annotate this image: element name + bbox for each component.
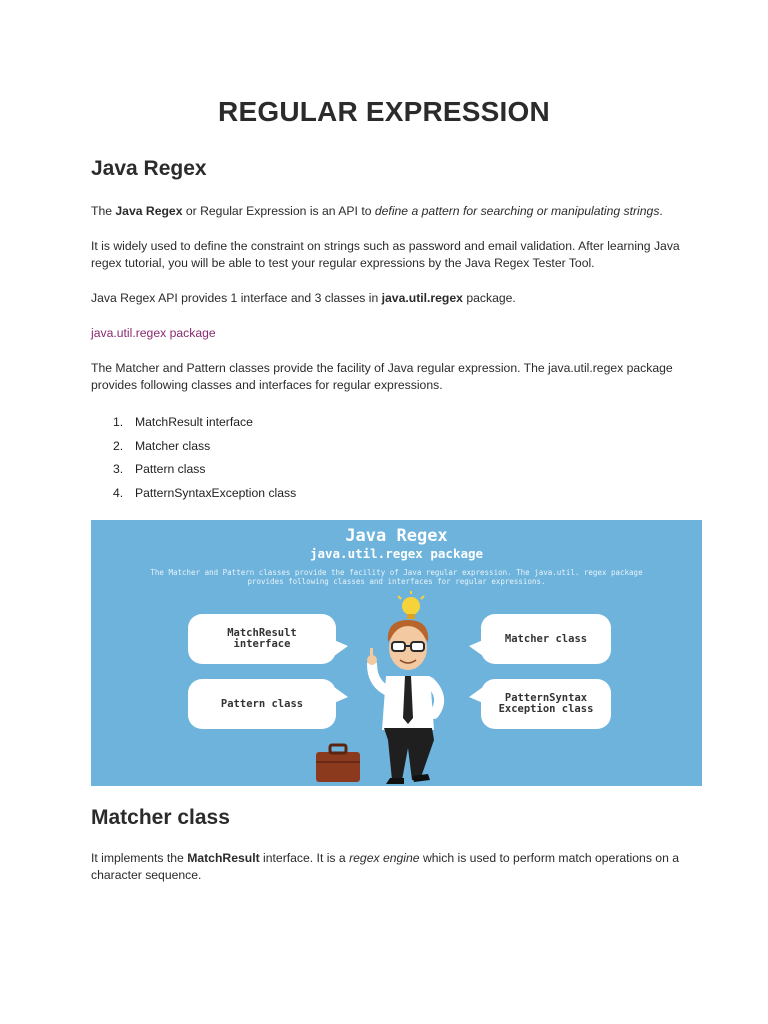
list-number: 1.: [113, 415, 124, 429]
list-text: Pattern class: [135, 462, 206, 476]
text: interface. It is a: [259, 851, 350, 865]
text: package.: [462, 291, 516, 305]
package-link[interactable]: java.util.regex package: [91, 326, 216, 340]
briefcase-icon: [316, 745, 360, 782]
list-number: 3.: [113, 462, 124, 476]
list-text: Matcher class: [135, 438, 211, 453]
paragraph-classes: The Matcher and Pattern classes provide the facility of Java regular expression. The java.util.regex package provides following classes and interfaces for regular expressions.: [91, 361, 673, 392]
list-text: PatternSyntaxException class: [135, 485, 297, 500]
section-heading-java-regex: Java Regex: [91, 157, 207, 180]
text: It implements the: [91, 851, 188, 865]
bubble-matcher: [481, 614, 611, 664]
list-number: 2.: [113, 438, 124, 453]
bubble-label: MatchResult interface: [227, 627, 297, 650]
text: Java Regex API provides 1 interface and 3 classes in: [91, 291, 382, 305]
java-regex-banner-image: [91, 520, 702, 786]
bubble-label: Pattern class: [220, 697, 304, 710]
list-item: [91, 461, 296, 485]
list-item: [91, 485, 296, 509]
list-item: [91, 438, 296, 462]
bubble-label: Matcher class: [504, 632, 588, 645]
bold-text: java.util.regex: [381, 291, 463, 305]
bold-text: MatchResult: [187, 851, 260, 865]
bubble-syntax-exception: [481, 679, 611, 729]
list-text: MatchResult interface: [135, 415, 253, 429]
banner-description: The Matcher and Pattern classes provide the facility of Java regular expression. The java.util. regex package provides following classes and interfaces for regular expressions.: [150, 568, 643, 586]
businessman-illustration: [316, 590, 476, 786]
list-item: [91, 414, 296, 438]
text: or Regular Expression is an API to: [182, 204, 375, 218]
bubble-label: PatternSyntax Exception class: [498, 692, 594, 715]
text: .: [659, 204, 663, 218]
banner-title: Java Regex: [345, 526, 448, 546]
italic-text: define a pattern for searching or manipulating strings: [374, 204, 660, 218]
paragraph-matcher: [91, 850, 711, 884]
banner-subtitle: java.util.regex package: [309, 546, 484, 561]
bold-text: Java Regex: [115, 204, 183, 218]
bubble-pattern: [188, 679, 336, 729]
text: which is used to perform match operations on a character sequence.: [91, 851, 680, 882]
paragraph-intro: [91, 203, 711, 220]
page-title: REGULAR EXPRESSION: [218, 96, 550, 127]
lightbulb-icon: [398, 591, 424, 619]
italic-text: regex engine: [349, 851, 420, 865]
paragraph-usage: It is widely used to define the constraint on strings such as password and email validation. After learning Java regex tutorial, you will be able to test your regular expressions by the Java Regex Tester Tool.: [91, 239, 680, 270]
section-heading-matcher-class: Matcher class: [91, 806, 230, 829]
classes-list: [91, 414, 296, 508]
paragraph-api: [91, 290, 711, 307]
text: The: [91, 204, 116, 218]
bubble-matchresult: [188, 614, 336, 664]
list-number: 4.: [113, 485, 124, 500]
